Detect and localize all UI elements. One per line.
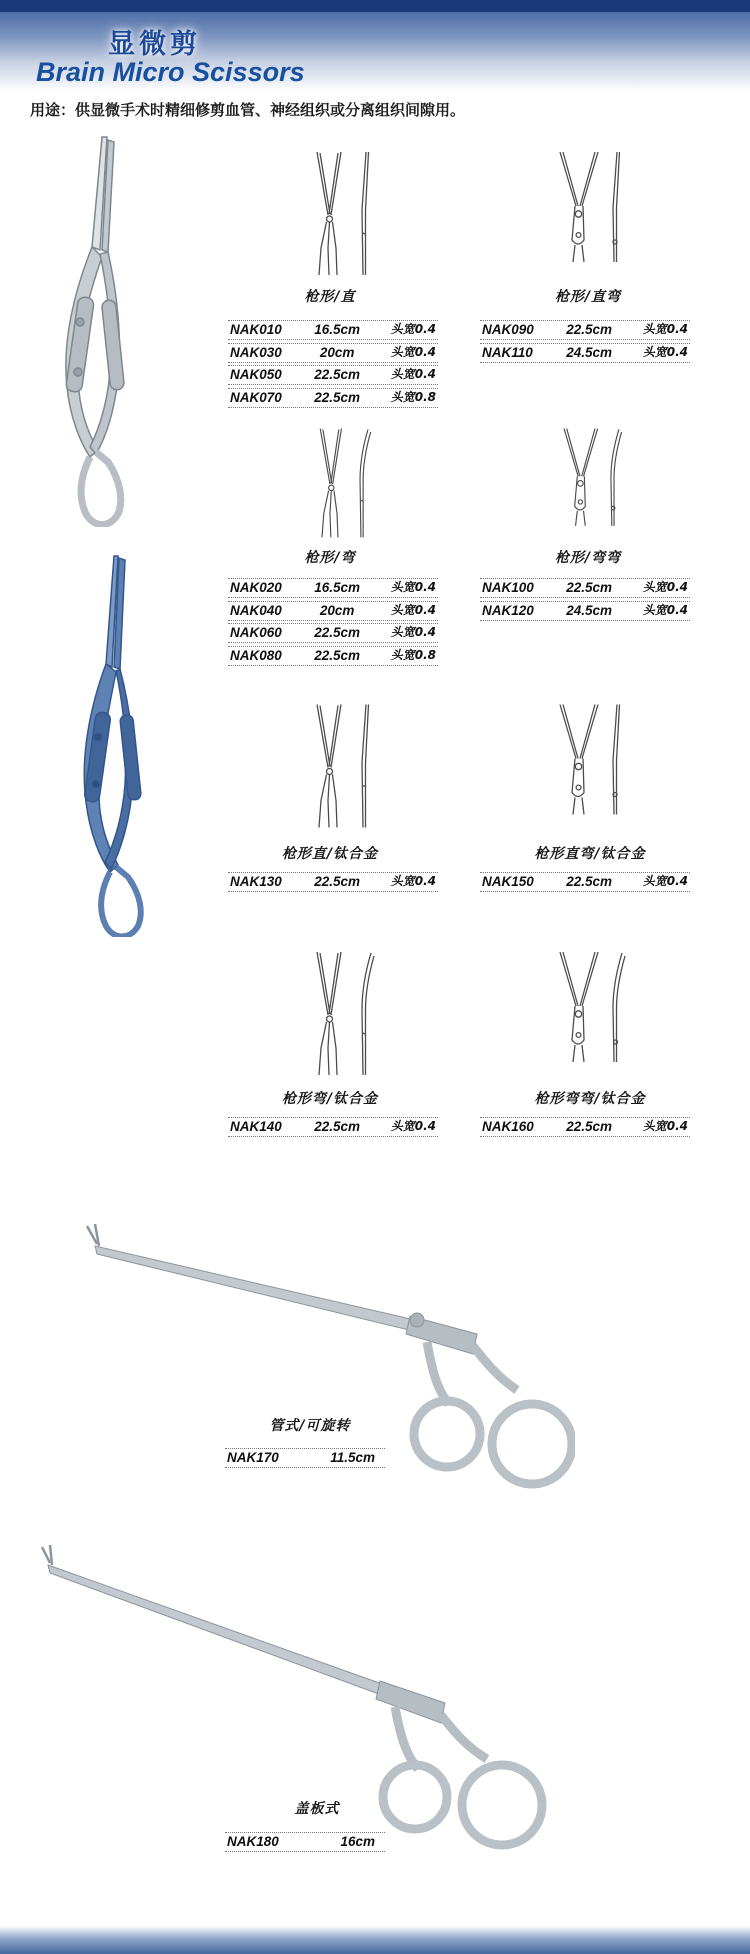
cell-head-width: 头宽0.4: [390, 580, 437, 594]
spec-table-s2r1l: [228, 872, 438, 895]
usage-description: 用途：供显微手术时精细修剪血管、神经组织或分离组织间隙用。: [30, 101, 466, 119]
table-row: [480, 320, 690, 340]
fig-label-cover-plate: 盖板式: [294, 1801, 340, 1817]
scissors-diagram-curved-bent: [545, 425, 645, 540]
cell-code: NAK150: [482, 874, 534, 889]
cell-head-width: 头宽0.4: [642, 602, 689, 617]
cell-size: 24.5cm: [566, 344, 613, 360]
cell-code: NAK040: [230, 602, 282, 618]
cell-size: 16.5cm: [314, 580, 361, 595]
fig-label-curved-bent-titanium: 枪形弯弯/钛合金: [534, 1091, 646, 1107]
cell-head-width: 头宽0.8: [390, 647, 437, 662]
fig-label-curved-bent: 枪形/弯弯: [554, 550, 622, 566]
cell-head-width: 头宽0.4: [642, 344, 689, 359]
page-title-en: Brain Micro Scissors: [36, 57, 305, 87]
table-row: [228, 578, 438, 598]
table-row: [228, 365, 438, 385]
cell-code: NAK100: [482, 580, 534, 595]
cell-head-width: 头宽0.4: [642, 1119, 689, 1133]
fig-label-straight-titanium: 枪形直/钛合金: [281, 846, 379, 862]
cell-head-width: 头宽0.4: [642, 874, 689, 888]
cell-code: NAK130: [230, 874, 282, 889]
spec-table-s2r2l: [228, 1117, 438, 1140]
cell-code: NAK020: [230, 580, 282, 595]
table-row: [480, 343, 690, 363]
table-row: [228, 872, 438, 892]
spec-table-s3: [225, 1448, 385, 1471]
cell-size: 22.5cm: [314, 625, 361, 640]
spec-table-s2r1r: [480, 872, 690, 895]
cell-code: NAK050: [230, 367, 282, 382]
cell-head-width: 头宽0.4: [390, 625, 437, 639]
fig-label-tube-rotatable: 管式/可旋转: [269, 1418, 351, 1434]
spec-table-s1r1r: [480, 320, 690, 365]
steel-micro-scissors-photo: [22, 132, 167, 527]
scissors-diagram-straight-ti: [295, 698, 395, 833]
cell-size: 16cm: [340, 1834, 375, 1849]
cell-code: NAK120: [482, 602, 534, 618]
table-row: [228, 1117, 438, 1137]
cell-head-width: 头宽0.4: [642, 322, 689, 336]
cell-code: NAK140: [230, 1119, 282, 1134]
cell-head-width: 头宽0.4: [390, 344, 437, 359]
spec-table-s1r1l: [228, 320, 438, 410]
cell-head-width: 头宽0.4: [390, 874, 437, 888]
cell-size: 22.5cm: [566, 322, 613, 337]
cell-head-width: 头宽0.4: [642, 580, 689, 594]
table-row: [480, 578, 690, 598]
cell-size: 24.5cm: [566, 602, 613, 618]
scissors-diagram-curved-ti: [295, 948, 395, 1078]
fig-label-curved-titanium: 枪形弯/钛合金: [281, 1091, 379, 1107]
titanium-micro-scissors-photo: [48, 552, 183, 937]
scissors-diagram-straight: [295, 148, 395, 278]
fig-label-straight: 枪形/直: [304, 289, 356, 305]
cell-code: NAK110: [482, 344, 533, 360]
cell-size: 22.5cm: [566, 874, 613, 889]
cell-size: 22.5cm: [566, 580, 613, 595]
table-row: [228, 646, 438, 666]
cell-size: 22.5cm: [314, 647, 361, 663]
fig-label-straight-bent-titanium: 枪形直弯/钛合金: [534, 846, 646, 862]
cell-size: 20cm: [319, 602, 355, 618]
cell-size: 16.5cm: [314, 322, 361, 337]
cell-code: NAK160: [482, 1119, 534, 1134]
table-row: [228, 343, 438, 363]
table-row: [228, 601, 438, 621]
cell-size: 11.5cm: [330, 1450, 375, 1465]
cell-head-width: 头宽0.8: [390, 389, 437, 404]
cell-code: NAK010: [230, 322, 282, 337]
cell-code: NAK030: [230, 344, 282, 360]
cell-code: NAK070: [230, 389, 282, 405]
cell-size: 22.5cm: [314, 389, 361, 405]
footer-gradient-band: [0, 1926, 750, 1954]
cell-code: NAK060: [230, 625, 282, 640]
table-row: [480, 872, 690, 892]
scissors-diagram-curved: [295, 425, 395, 540]
spec-table-s1r2l: [228, 578, 438, 668]
page-title-cn: 显微剪: [108, 29, 201, 60]
fig-label-straight-bent: 枪形/直弯: [554, 289, 622, 305]
cell-code: NAK080: [230, 647, 282, 663]
spec-table-s4: [225, 1832, 385, 1855]
scissors-diagram-straight-bent-ti: [545, 698, 645, 833]
table-row: [228, 623, 438, 643]
spec-table-s1r2r: [480, 578, 690, 623]
cell-size: 22.5cm: [314, 367, 361, 382]
table-row: [225, 1832, 385, 1852]
cell-size: 22.5cm: [314, 1119, 361, 1134]
table-row: [225, 1448, 385, 1468]
cell-head-width: 头宽0.4: [390, 367, 437, 381]
spec-table-s2r2r: [480, 1117, 690, 1140]
table-row: [480, 601, 690, 621]
cell-code: NAK180: [227, 1834, 279, 1849]
cell-head-width: 头宽0.4: [390, 1119, 437, 1133]
fig-label-curved: 枪形/弯: [304, 550, 356, 566]
cell-size: 22.5cm: [314, 874, 361, 889]
cell-code: NAK170: [227, 1450, 279, 1465]
cell-code: NAK090: [482, 322, 534, 337]
scissors-diagram-straight-bent: [545, 148, 645, 278]
header-top-bar: [0, 0, 750, 12]
table-row: [480, 1117, 690, 1137]
cell-head-width: 头宽0.4: [390, 602, 437, 617]
cell-size: 20cm: [319, 344, 355, 360]
table-row: [228, 388, 438, 408]
cell-head-width: 头宽0.4: [390, 322, 437, 336]
cell-size: 22.5cm: [566, 1119, 613, 1134]
scissors-diagram-curved-bent-ti: [545, 948, 645, 1078]
table-row: [228, 320, 438, 340]
